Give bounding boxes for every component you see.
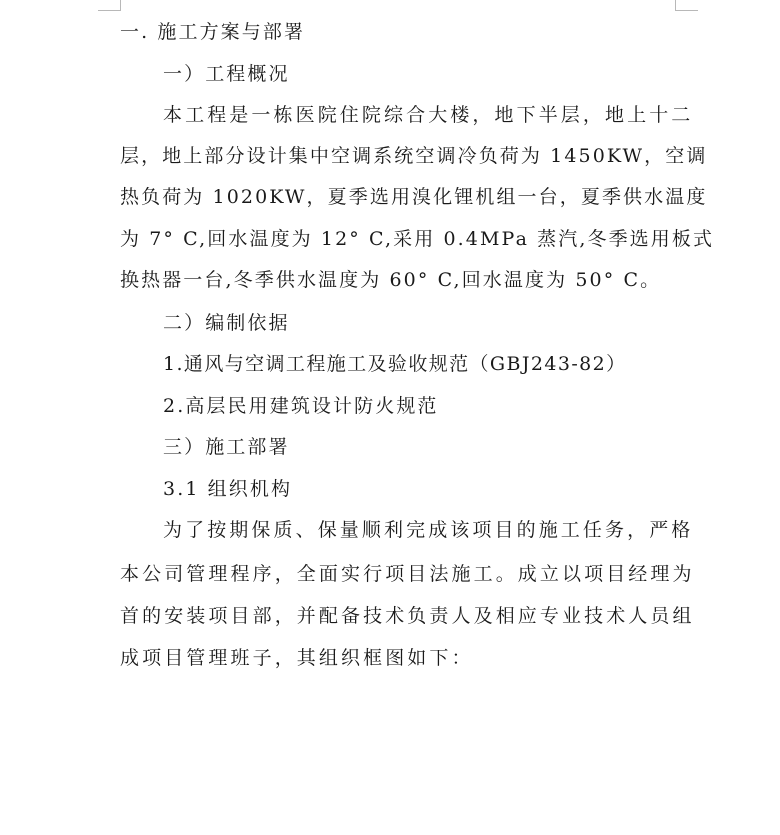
paragraph-line: 为了按期保质、保量顺利完成该项目的施工任务，严格 — [163, 519, 694, 541]
paragraph-line: 层，地上部分设计集中空调系统空调冷负荷为 1450KW，空调 — [120, 145, 708, 167]
paragraph-line: 成项目管理班子，其组织框图如下： — [120, 647, 474, 669]
section-title-deployment: 三）施工部署 — [163, 436, 290, 458]
section-title-overview: 一）工程概况 — [163, 63, 290, 85]
subsection-title-organization: 3.1 组织机构 — [163, 478, 293, 500]
paragraph-line: 为 7° C,回水温度为 12° C,采用 0.4MPa 蒸汽,冬季选用板式 — [120, 228, 715, 250]
paragraph-line: 本公司管理程序，全面实行项目法施工。成立以项目经理为 — [120, 563, 695, 585]
paragraph-line: 本工程是一栋医院住院综合大楼，地下半层，地上十二 — [163, 104, 694, 126]
basis-item: 1.通风与空调工程施工及验收规范（GBJ243-82） — [163, 353, 627, 375]
crop-mark-top-left — [98, 0, 121, 11]
heading-main: 一. 施工方案与部署 — [120, 21, 306, 43]
section-title-basis: 二）编制依据 — [163, 312, 290, 334]
crop-mark-top-right — [675, 0, 698, 11]
paragraph-line: 首的安装项目部，并配备技术负责人及相应专业技术人员组 — [120, 605, 695, 627]
paragraph-line: 换热器一台,冬季供水温度为 60° C,回水温度为 50° C。 — [120, 269, 662, 291]
paragraph-line: 热负荷为 1020KW，夏季选用溴化锂机组一台，夏季供水温度 — [120, 186, 708, 208]
basis-item: 2.高层民用建筑设计防火规范 — [163, 395, 439, 417]
